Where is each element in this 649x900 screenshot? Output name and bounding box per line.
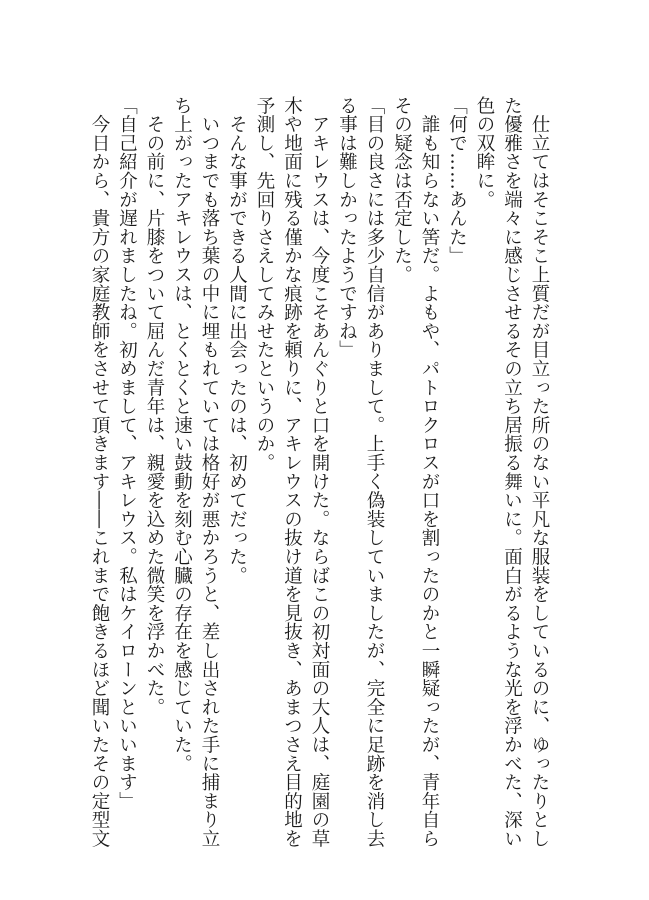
text-line: その前に、片膝をついて屈んだ青年は、親愛を込めた微笑を浮かべた。 (144, 96, 165, 717)
text-line: いつまでも落ち葉の中に埋もれていては格好が悪かろうと、差し出された手に捕まり立 (199, 96, 220, 848)
text-line: 色の双眸に。 (474, 96, 495, 209)
text-line: 「自己紹介が遅れましたね。初めまして、アキレウス。私はケイローンといいます」 (116, 96, 138, 811)
text-line: 予測し、先回りさえしてみせたというのか。 (254, 96, 275, 472)
text-line: る事は難しかったようですね」 (336, 96, 358, 360)
text-line: そんな事ができる人間に出会ったのは、初めてだった。 (226, 96, 248, 585)
text-line: 木や地面に残る僅かな痕跡を頼りに、アキレウスの抜け道を見抜き、あまつさえ目的地を (281, 96, 303, 848)
text-line: 「何で……あんた」 (446, 96, 468, 266)
text-line: 今日から、貴方の家庭教師をさせて頂きます――これまで飽きるほど聞いたその定型文 (89, 96, 110, 848)
text-line: その疑念は否定した。 (391, 96, 413, 284)
text-line: 誰も知らない筈だ。よもや、パトロクロスが口を割ったのかと一瞬疑ったが、青年自ら (419, 96, 440, 848)
text-line: 「目の良さには多少自信がありまして。上手く偽装していましたが、完全に足跡を消し去 (364, 96, 385, 848)
text-line: アキレウスは、今度こそあんぐりと口を開けた。ならばこの初対面の大人は、庭園の草 (309, 96, 330, 848)
text-line: ち上がったアキレウスは、とくとくと速い鼓動を刻む心臓の存在を感じていた。 (171, 96, 193, 773)
text-line: た優雅さを端々に感じさせるその立ち居振る舞いに。面白がるような光を浮かべた、深い (501, 96, 523, 848)
vertical-text-body (86, 96, 554, 848)
text-line: 仕立てはそこそこ上質だが目立った所のない平凡な服装をしているのに、ゆったりとし (529, 96, 550, 848)
